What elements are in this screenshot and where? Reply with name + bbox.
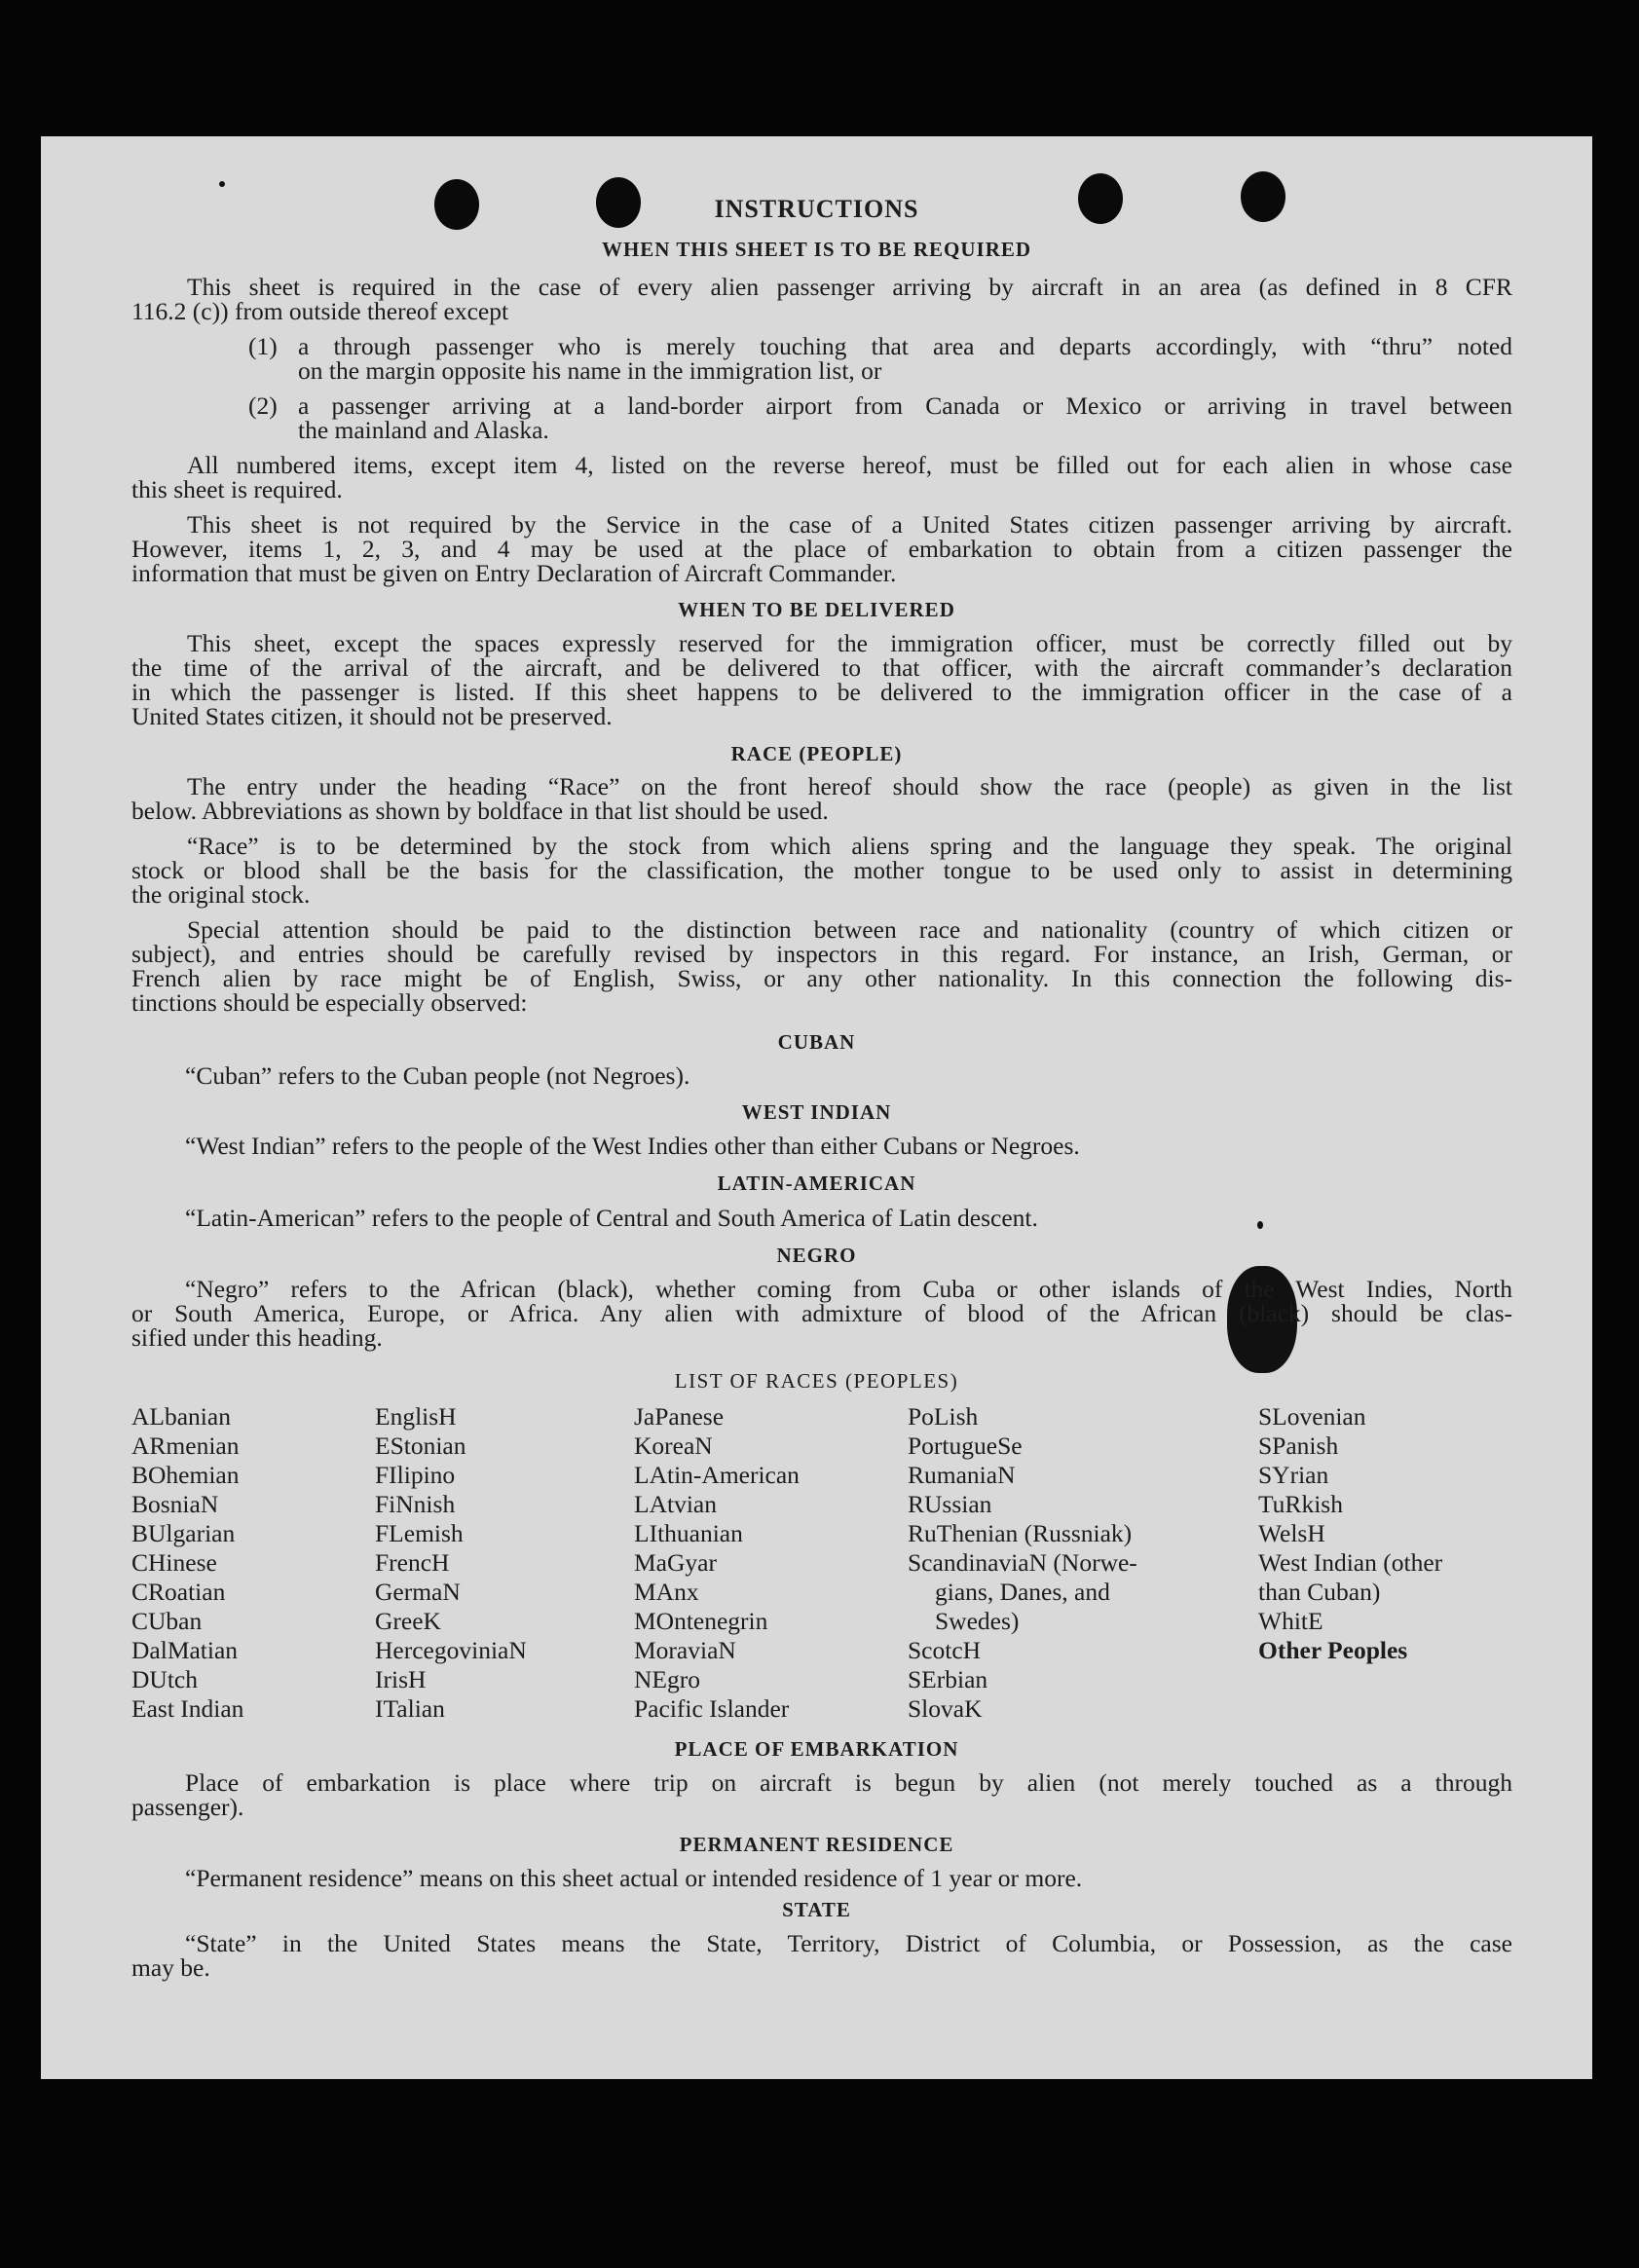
text-line: or South America, Europe, or Africa. Any alien with admixture of blood of the African (black) should be clas-: [131, 1299, 1512, 1327]
text-line: “Cuban” refers to the Cuban people (not Negroes).: [185, 1061, 690, 1090]
race-item: ITalian: [375, 1694, 445, 1723]
race-item: EStonian: [375, 1431, 466, 1460]
race-item: gians, Danes, and: [935, 1578, 1110, 1606]
heading-race: RACE (PEOPLE): [730, 742, 903, 765]
text-line: below. Abbreviations as shown by boldface in that list should be used.: [131, 797, 829, 825]
race-item: East Indian: [131, 1694, 244, 1723]
heading-list-of-races: LIST OF RACES (PEOPLES): [674, 1369, 959, 1393]
text-line: Special attention should be paid to the distinction between race and nationality (country of which citizen or: [187, 915, 1512, 944]
text-line: stock or blood shall be the basis for the classification, the mother tongue to be used only to assist in determining: [131, 856, 1512, 884]
page-title: INSTRUCTIONS: [714, 195, 919, 223]
race-item: BUlgarian: [131, 1519, 236, 1547]
text-line: on the margin opposite his name in the immigration list, or: [298, 356, 882, 385]
heading-when-required: WHEN THIS SHEET IS TO BE REQUIRED: [601, 238, 1032, 261]
race-item: MaGyar: [634, 1548, 717, 1577]
text-line: tinctions should be especially observed:: [131, 988, 528, 1017]
race-item: GermaN: [375, 1578, 461, 1606]
heading-cuban: CUBAN: [777, 1030, 856, 1054]
heading-when-delivered: WHEN TO BE DELIVERED: [678, 598, 955, 621]
race-item: CHinese: [131, 1548, 217, 1577]
race-item: FiNnish: [375, 1490, 456, 1518]
race-item: MAnx: [634, 1578, 699, 1606]
race-item: BOhemian: [131, 1461, 240, 1489]
heading-west-indian: WEST INDIAN: [741, 1100, 892, 1124]
race-item: RumaniaN: [908, 1461, 1016, 1489]
race-item: Other Peoples: [1258, 1636, 1408, 1664]
race-item: ScandinaviaN (Norwe-: [908, 1548, 1137, 1577]
race-item: DalMatian: [131, 1636, 239, 1664]
race-item: ALbanian: [131, 1402, 231, 1431]
text-line: information that must be given on Entry Declaration of Aircraft Commander.: [131, 559, 897, 587]
race-item: PortugueSe: [908, 1431, 1023, 1460]
race-item: BosniaN: [131, 1490, 219, 1518]
heading-residence: PERMANENT RESIDENCE: [679, 1833, 954, 1856]
text-line: This sheet, except the spaces expressly reserved for the immigration officer, must be correctly filled out by: [187, 629, 1512, 657]
text-line: a through passenger who is merely touching that area and departs accordingly, with “thru” noted: [298, 332, 1512, 360]
race-item: DUtch: [131, 1665, 198, 1693]
text-line: “West Indian” refers to the people of the West Indies other than either Cubans or Negroes.: [185, 1132, 1080, 1160]
text-line: in which the passenger is listed. If this sheet happens to be delivered to the immigration officer in the case of a: [131, 678, 1512, 706]
race-item: EnglisH: [375, 1402, 457, 1431]
heading-state: STATE: [782, 1898, 851, 1921]
text-line: “Permanent residence” means on this sheet actual or intended residence of 1 year or more.: [185, 1864, 1083, 1892]
race-item: Pacific Islander: [634, 1694, 790, 1723]
text-line: The entry under the heading “Race” on the front hereof should show the race (people) as given in the list: [187, 772, 1512, 800]
race-item: LIthuanian: [634, 1519, 743, 1547]
text-line: this sheet is required.: [131, 475, 343, 503]
race-item: MOntenegrin: [634, 1607, 768, 1635]
text-line: 116.2 (c)) from outside thereof except: [131, 297, 509, 325]
race-item: RUssian: [908, 1490, 992, 1518]
list-number: (2): [248, 391, 278, 420]
race-item: LAtvian: [634, 1490, 717, 1518]
race-item: FrencH: [375, 1548, 450, 1577]
text-line: French alien by race might be of English, Swiss, or any other nationality. In this connection the following dis-: [131, 964, 1512, 992]
race-item: PoLish: [908, 1402, 979, 1431]
text-line: a passenger arriving at a land-border airport from Canada or Mexico or arriving in travel between: [298, 391, 1512, 420]
race-item: RuThenian (Russniak): [908, 1519, 1133, 1547]
text-line: may be.: [131, 1953, 210, 1982]
text-line: “Race” is to be determined by the stock from which aliens spring and the language they speak. The original: [187, 832, 1512, 860]
instruction-sheet: [41, 136, 1592, 2079]
text-line: “Latin-American” refers to the people of Central and South America of Latin descent.: [185, 1204, 1038, 1232]
text-line: the mainland and Alaska.: [298, 416, 549, 444]
text-line: This sheet is required in the case of every alien passenger arriving by aircraft in an area (as defined in 8 CFR: [187, 273, 1512, 301]
race-item: FLemish: [375, 1519, 464, 1547]
text-line: “State” in the United States means the State, Territory, District of Columbia, or Possession, as the case: [185, 1929, 1512, 1957]
race-item: than Cuban): [1258, 1578, 1381, 1606]
race-item: ScotcH: [908, 1636, 982, 1664]
text-line: passenger).: [131, 1793, 244, 1821]
text-line: the original stock.: [131, 880, 311, 909]
race-item: SErbian: [908, 1665, 988, 1693]
text-line: “Negro” refers to the African (black), whether coming from Cuba or other islands of the West Indies, North: [185, 1275, 1512, 1303]
race-item: SPanish: [1258, 1431, 1339, 1460]
race-item: CRoatian: [131, 1578, 226, 1606]
race-item: West Indian (other: [1258, 1548, 1443, 1577]
text-line: subject), and entries should be carefully revised by inspectors in this regard. For instance, an Irish, German, or: [131, 940, 1512, 968]
text-line: This sheet is not required by the Service in the case of a United States citizen passenger arriving by aircraft.: [187, 510, 1512, 539]
race-item: IrisH: [375, 1665, 427, 1693]
race-item: ARmenian: [131, 1431, 240, 1460]
speck: [1257, 1221, 1263, 1229]
race-item: HercegoviniaN: [375, 1636, 527, 1664]
race-item: CUban: [131, 1607, 203, 1635]
race-item: WhitE: [1258, 1607, 1323, 1635]
text-line: sified under this heading.: [131, 1323, 383, 1352]
race-item: LAtin-American: [634, 1461, 800, 1489]
text-line: Place of embarkation is place where trip on aircraft is begun by alien (not merely touched as a through: [185, 1768, 1512, 1797]
race-item: Swedes): [935, 1607, 1020, 1635]
race-item: TuRkish: [1258, 1490, 1343, 1518]
heading-embarkation: PLACE OF EMBARKATION: [674, 1737, 959, 1761]
race-item: WelsH: [1258, 1519, 1325, 1547]
text-line: All numbered items, except item 4, listed on the reverse hereof, must be filled out for each alien in whose case: [187, 451, 1512, 479]
heading-latin-american: LATIN-AMERICAN: [717, 1171, 916, 1195]
race-item: KoreaN: [634, 1431, 713, 1460]
race-item: GreeK: [375, 1607, 441, 1635]
heading-negro: NEGRO: [776, 1244, 857, 1267]
race-item: FIlipino: [375, 1461, 456, 1489]
text-line: United States citizen, it should not be preserved.: [131, 702, 613, 730]
race-item: SYrian: [1258, 1461, 1329, 1489]
text-line: the time of the arrival of the aircraft, and be delivered to that officer, with the aircraft commander’s declaration: [131, 653, 1512, 682]
race-item: SLovenian: [1258, 1402, 1366, 1431]
text-line: However, items 1, 2, 3, and 4 may be used at the place of embarkation to obtain from a citizen passenger the: [131, 535, 1512, 563]
race-item: MoraviaN: [634, 1636, 736, 1664]
speck: [219, 181, 225, 187]
race-item: SlovaK: [908, 1694, 983, 1723]
race-item: JaPanese: [634, 1402, 725, 1431]
race-item: NEgro: [634, 1665, 700, 1693]
list-number: (1): [248, 332, 278, 360]
